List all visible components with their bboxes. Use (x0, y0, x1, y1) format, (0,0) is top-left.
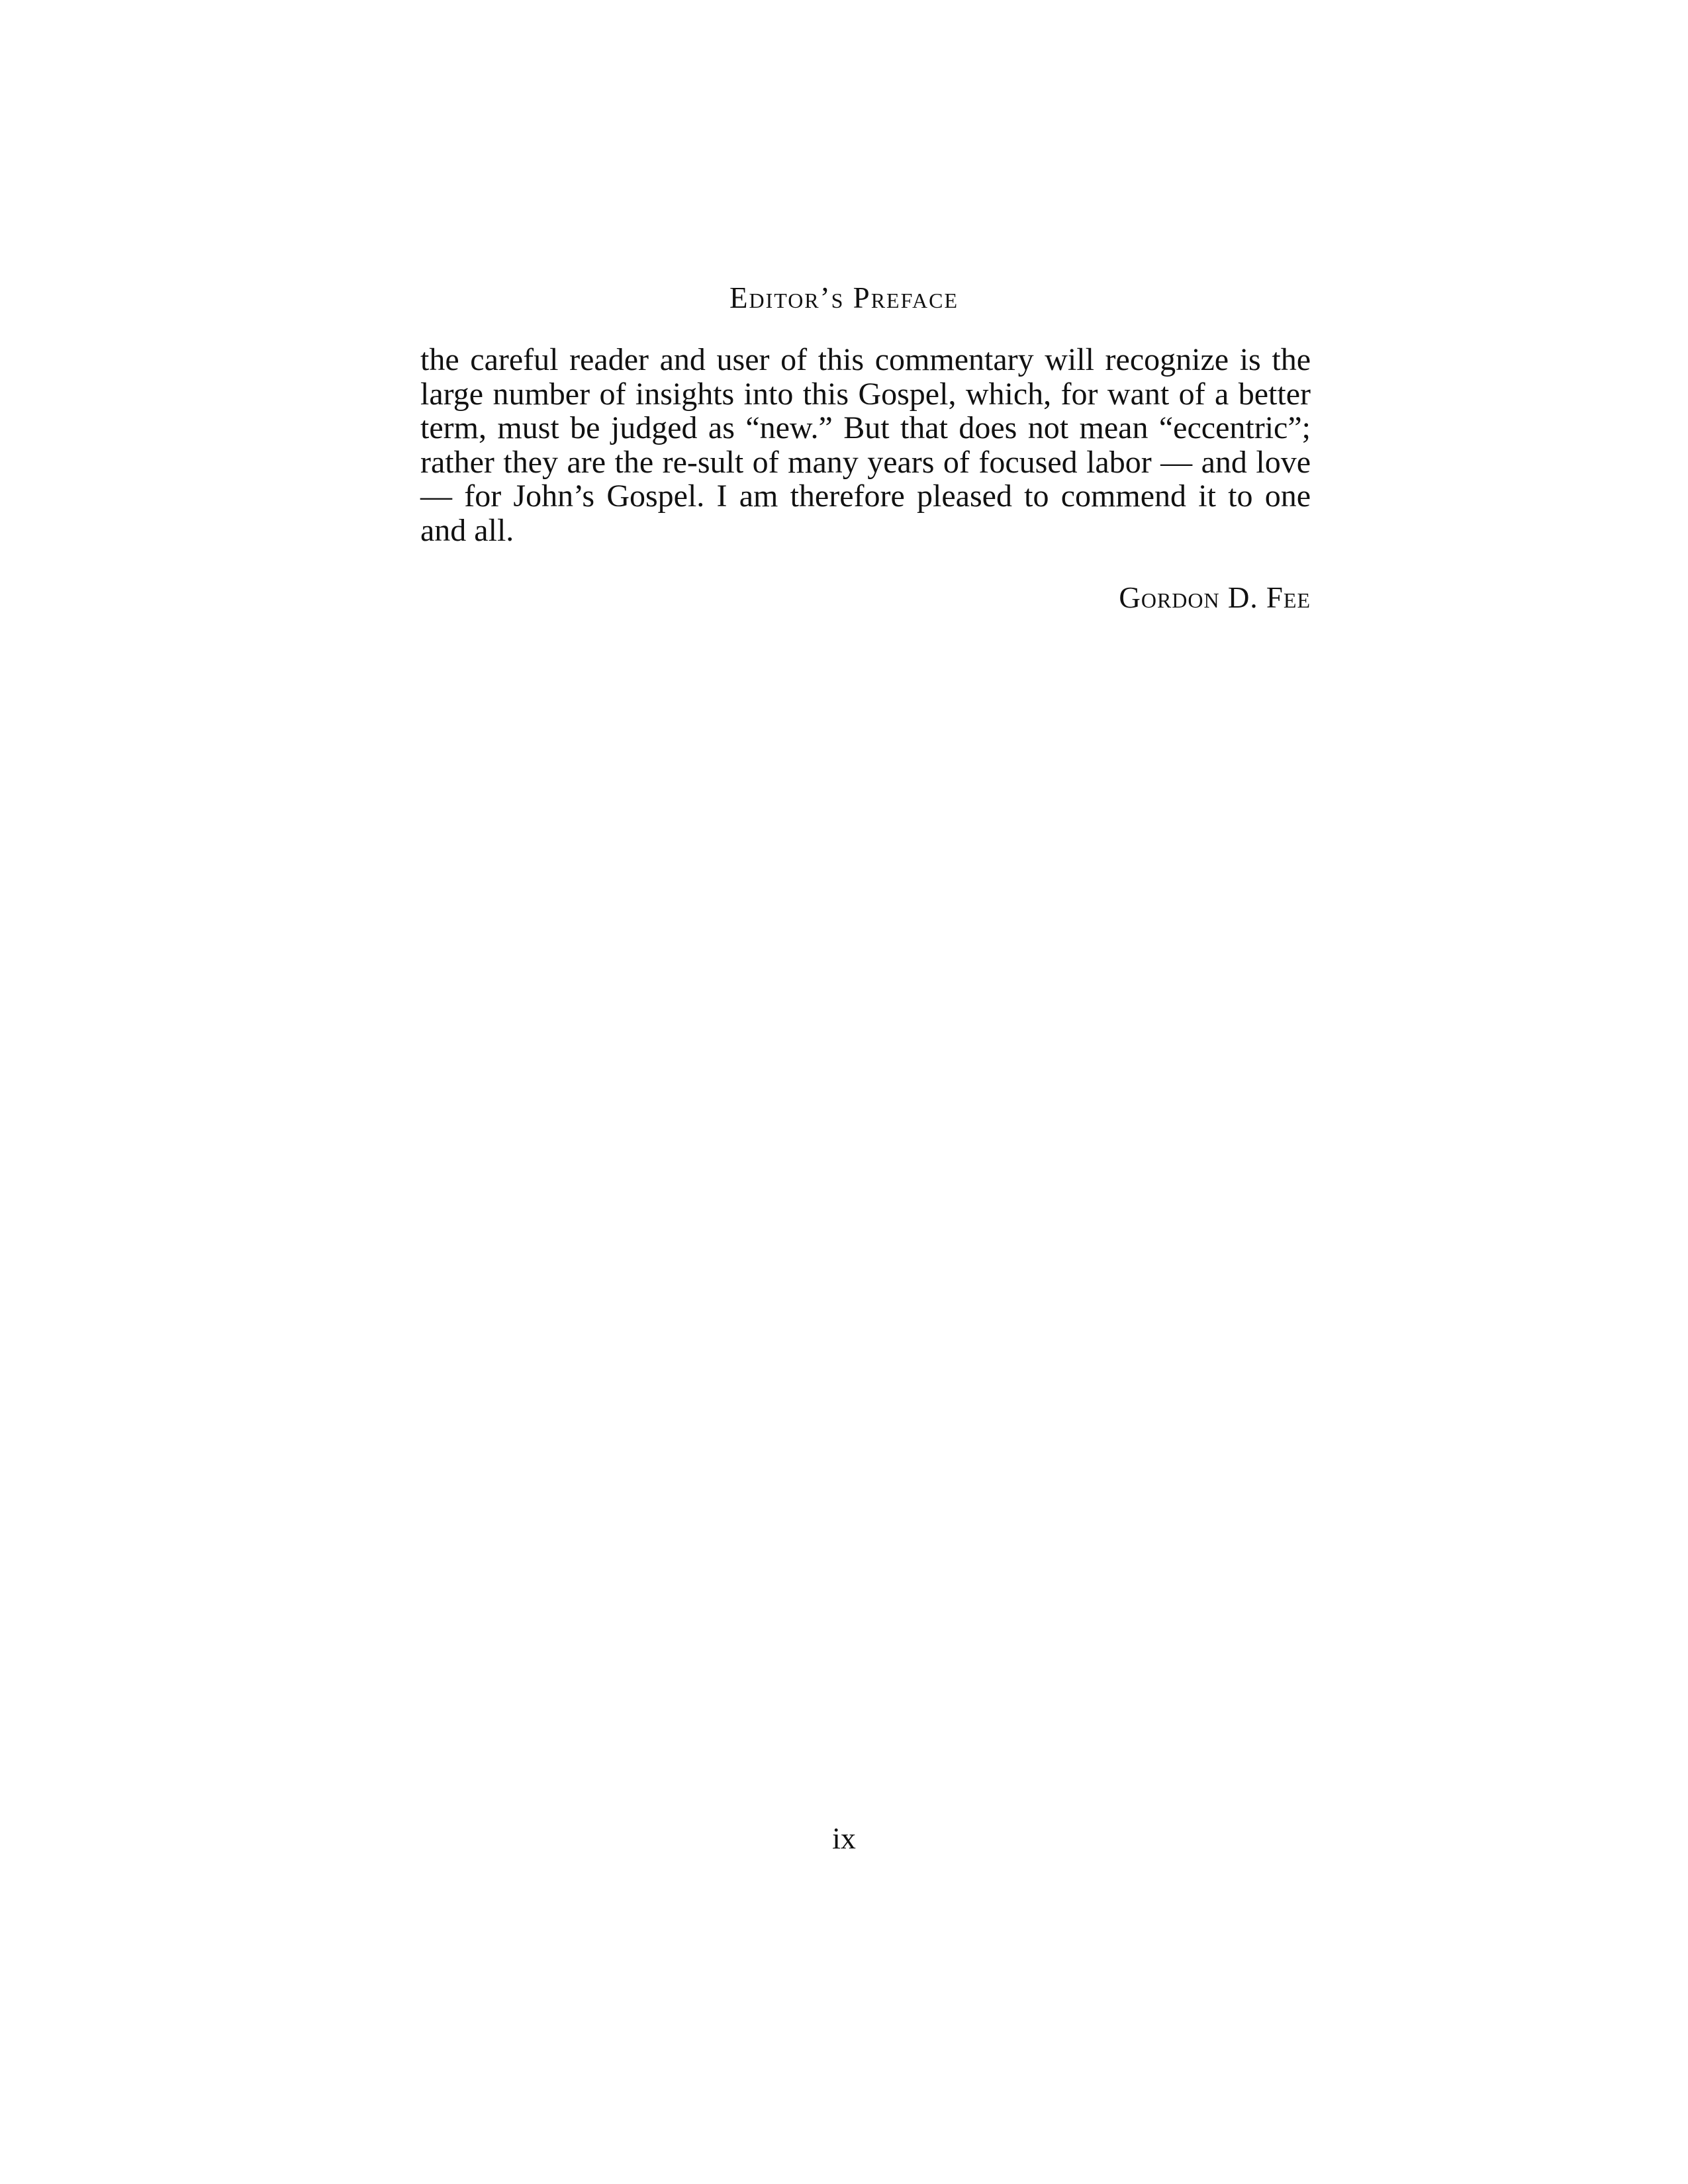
text-block (420, 343, 1311, 617)
running-head: Editor’s Preface (729, 281, 959, 314)
page-number: ix (832, 1821, 856, 1855)
body-paragraph: the careful reader and user of this commentary will recognize is the large number of insights into this Gospel, which, for want of a better term, must be judged as “new.” But that does not mean “eccentric”; rather they are the re-sult of many years of focused labor — and love — for John’s Gospel. I am therefore pleased to commend it to one and all. (420, 342, 1311, 548)
author-signature: Gordon D. Fee (1119, 581, 1311, 614)
